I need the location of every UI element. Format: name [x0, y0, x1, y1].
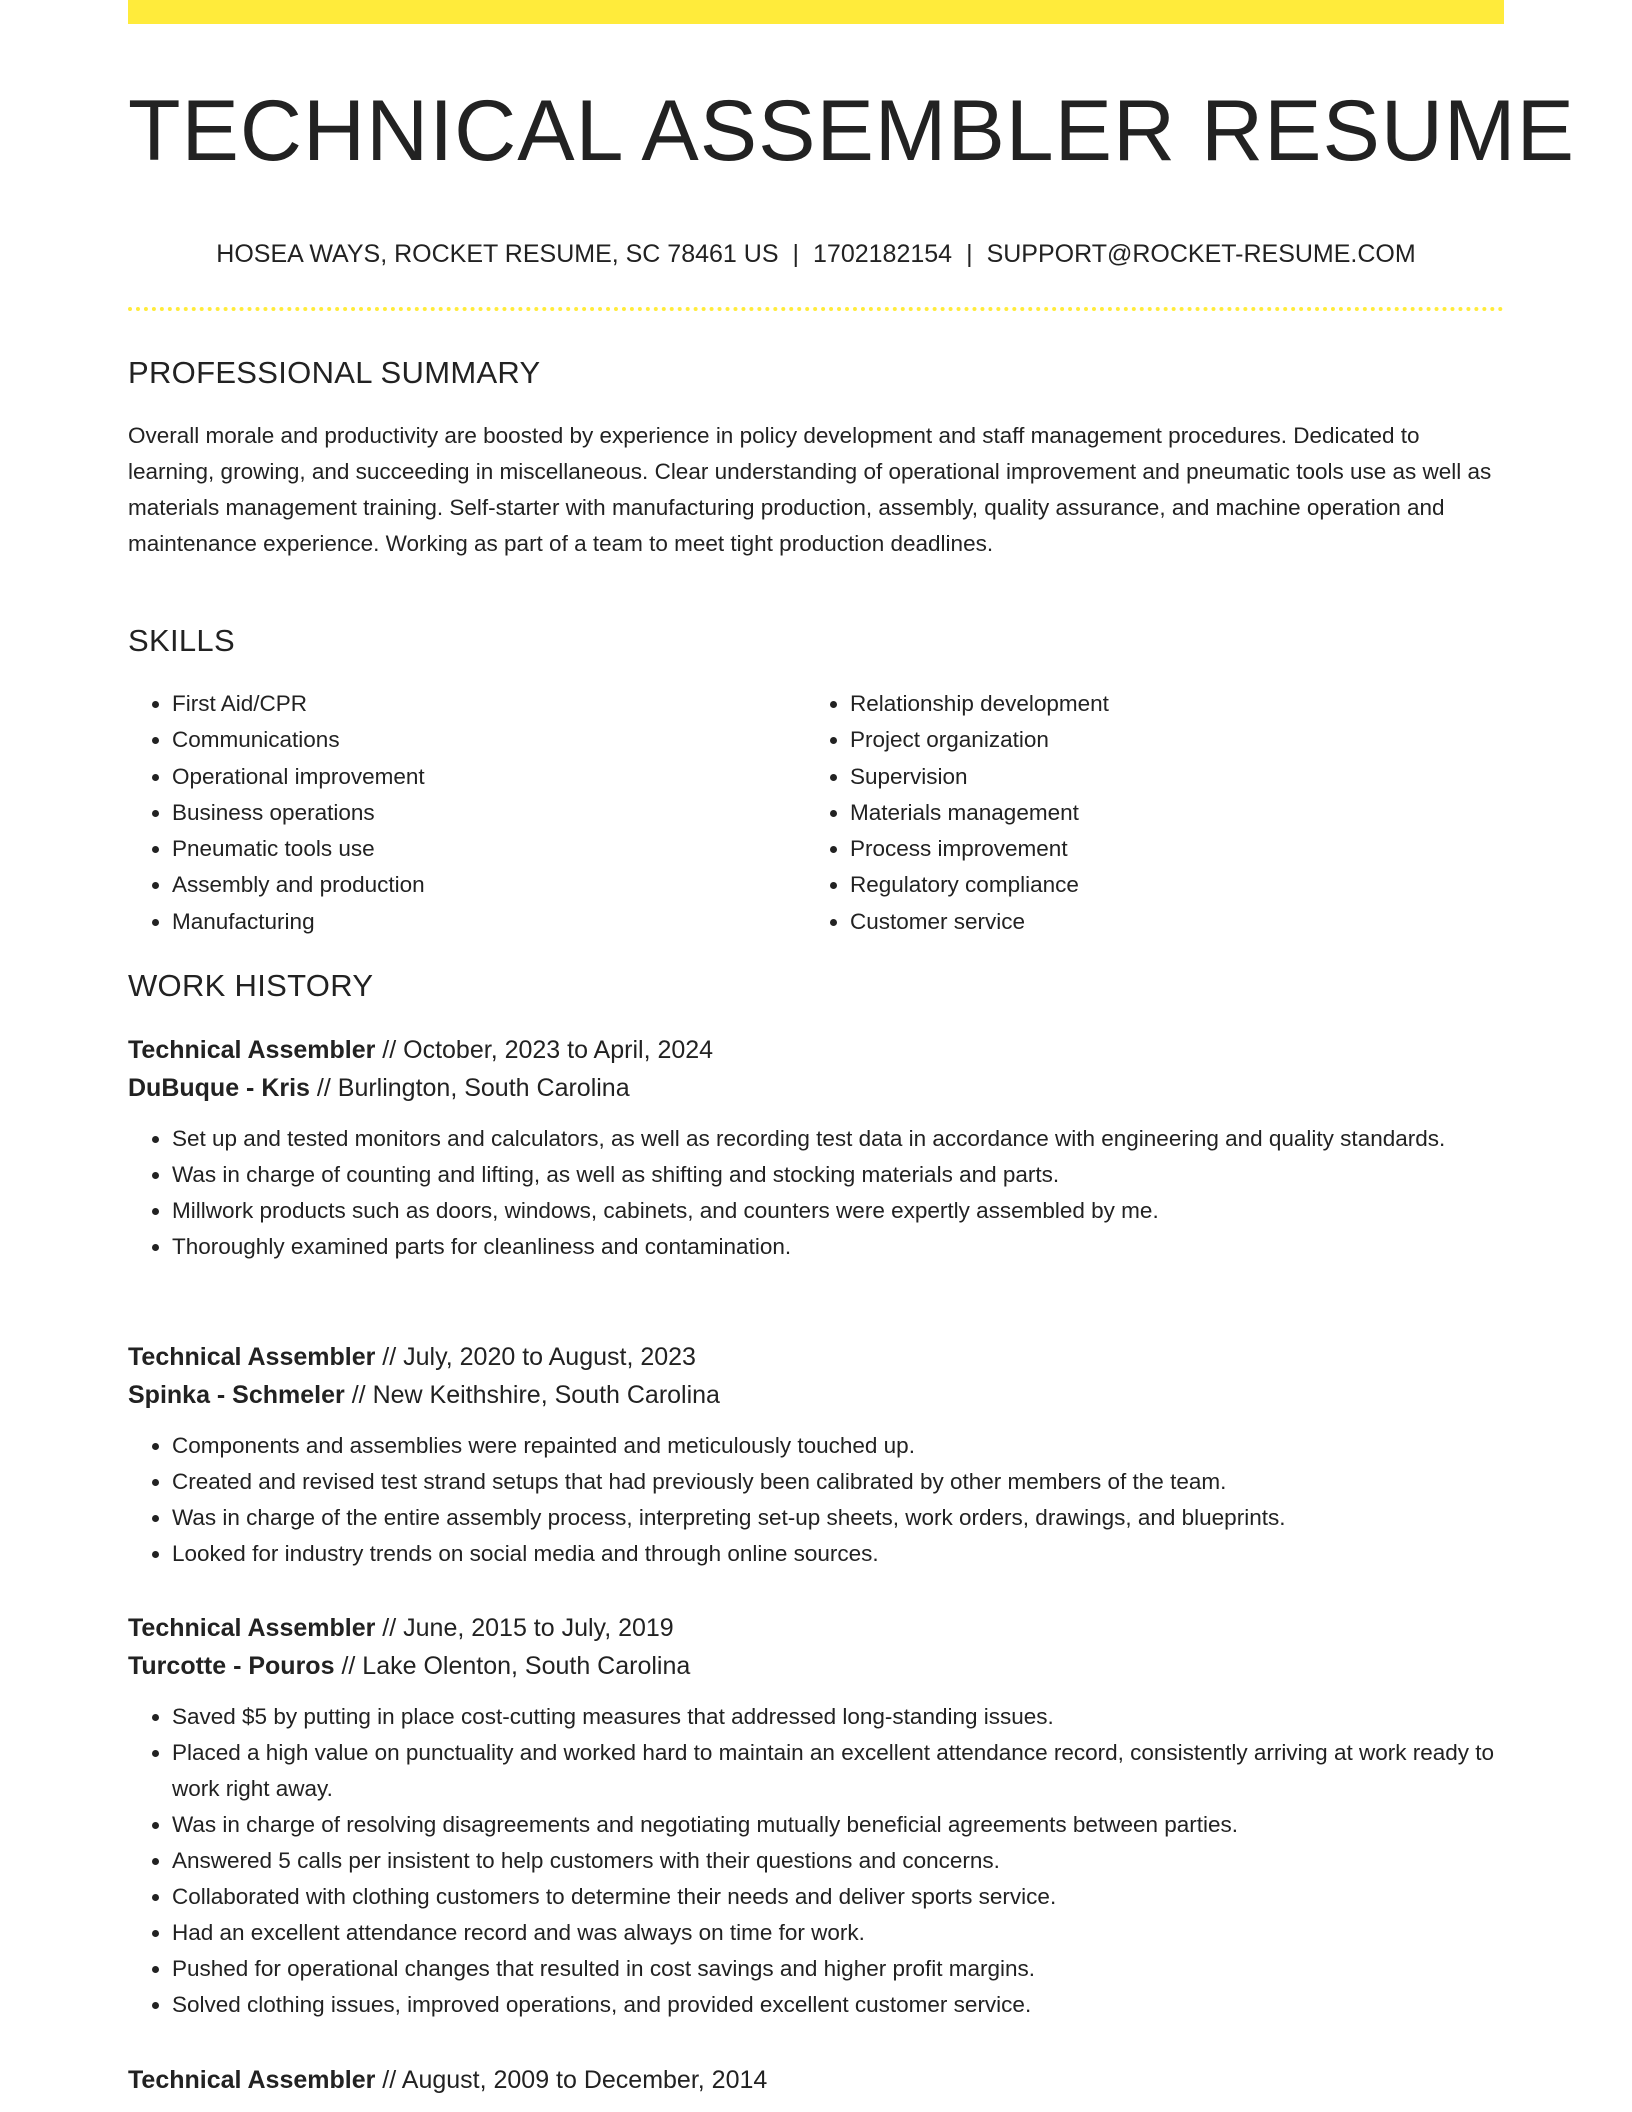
job-company-line: [128, 1376, 1504, 1414]
job-location: Lake Olenton, South Carolina: [362, 1652, 691, 1680]
job-bullet: • Solved clothing issues, improved operations, and provided excellent customer service.: [172, 1987, 1504, 2023]
job-bullet: • Collaborated with clothing customers to determine their needs and deliver sports service.: [172, 1879, 1504, 1915]
job-title: Technical Assembler: [128, 1614, 376, 1642]
job-bullet: • Had an excellent attendance record and was always on time for work.: [172, 1915, 1504, 1951]
job-bullet: • Components and assemblies were repainted and meticulously touched up.: [172, 1428, 1504, 1464]
job-bullets: [128, 1428, 1504, 1572]
skill-item: • Business operations: [172, 795, 812, 831]
job-bullet: • Was in charge of the entire assembly process, interpreting set-up sheets, work orders, drawings, and blueprints.: [172, 1500, 1504, 1536]
job-dates: August, 2009 to December, 2014: [401, 2066, 768, 2094]
skills-column-right: [806, 686, 1490, 940]
separator: //: [316, 1074, 331, 1102]
job-bullet: • Was in charge of resolving disagreements and negotiating mutually beneficial agreements between parties.: [172, 1807, 1504, 1843]
separator: //: [351, 1381, 366, 1409]
separator: //: [382, 2066, 397, 2094]
skills-heading: SKILLS: [128, 623, 235, 658]
summary-text: Overall morale and productivity are boosted by experience in policy development and staff management procedures. Dedicated to learning, growing, and succeeding in miscellaneous. Clear understanding of operational improvement and pneumatic tools use as well as materials management training. Self-starter with manufacturing production, assembly, quality assurance, and machine operation and maintenance experience. Working as part of a team to meet tight production deadlines.: [128, 423, 1492, 556]
job-title-line: [128, 1031, 1504, 1069]
job-title: Technical Assembler: [128, 1036, 376, 1064]
job-bullet: • Thoroughly examined parts for cleanliness and contamination.: [172, 1229, 1504, 1265]
skill-item: • Project organization: [850, 722, 1490, 758]
job-dates: October, 2023 to April, 2024: [403, 1036, 714, 1064]
separator: //: [382, 1036, 397, 1064]
skill-item: • Supervision: [850, 759, 1490, 795]
job-company-line: [128, 1069, 1504, 1107]
dotted-divider: [128, 307, 1504, 311]
skill-item: • Materials management: [850, 795, 1490, 831]
job-title-line: [128, 1338, 1504, 1376]
job-location: Burlington, South Carolina: [337, 1074, 630, 1102]
job-title-line: [128, 1609, 1504, 1647]
accent-top-bar: [128, 0, 1504, 24]
job-company: DuBuque - Kris: [128, 1074, 310, 1102]
skill-item: • First Aid/CPR: [172, 686, 812, 722]
job-dates: June, 2015 to July, 2019: [403, 1614, 674, 1642]
skill-item: • Manufacturing: [172, 904, 812, 940]
skill-item: • Operational improvement: [172, 759, 812, 795]
skill-item: • Process improvement: [850, 831, 1490, 867]
contact-phone: 1702182154: [813, 240, 953, 268]
skill-item: • Regulatory compliance: [850, 867, 1490, 903]
job-title: Technical Assembler: [128, 2066, 376, 2094]
contact-email: SUPPORT@ROCKET-RESUME.COM: [986, 240, 1416, 268]
resume-title: TECHNICAL ASSEMBLER RESUME: [128, 83, 1575, 179]
skill-item: • Communications: [172, 722, 812, 758]
job-bullet: • Pushed for operational changes that resulted in cost savings and higher profit margins.: [172, 1951, 1504, 1987]
job-entry: [128, 1338, 1504, 1572]
separator: //: [341, 1652, 356, 1680]
job-bullet: • Saved $5 by putting in place cost-cutting measures that addressed long-standing issues.: [172, 1699, 1504, 1735]
separator: //: [382, 1614, 397, 1642]
job-location: New Keithshire, South Carolina: [372, 1381, 720, 1409]
skill-item: • Pneumatic tools use: [172, 831, 812, 867]
job-bullet: • Created and revised test strand setups that had previously been calibrated by other members of the team.: [172, 1464, 1504, 1500]
job-bullets: [128, 1121, 1504, 1265]
contact-line: [128, 236, 1504, 272]
contact-address: HOSEA WAYS, ROCKET RESUME, SC 78461 US: [216, 240, 779, 268]
skill-item: • Relationship development: [850, 686, 1490, 722]
job-bullet: • Looked for industry trends on social media and through online sources.: [172, 1536, 1504, 1572]
job-dates: July, 2020 to August, 2023: [403, 1343, 696, 1371]
summary-heading: PROFESSIONAL SUMMARY: [128, 355, 541, 390]
job-title: Technical Assembler: [128, 1343, 376, 1371]
contact-separator: |: [792, 240, 800, 268]
job-bullet: • Set up and tested monitors and calculators, as well as recording test data in accordance with engineering and quality standards.: [172, 1121, 1504, 1157]
job-title-line: [128, 2061, 1504, 2099]
skill-item: • Customer service: [850, 904, 1490, 940]
skills-column-left: [128, 686, 812, 940]
contact-separator: |: [966, 240, 973, 268]
skill-item: • Assembly and production: [172, 867, 812, 903]
job-bullet: • Answered 5 calls per insistent to help customers with their questions and concerns.: [172, 1843, 1504, 1879]
job-bullet: • Millwork products such as doors, windows, cabinets, and counters were expertly assembled by me.: [172, 1193, 1504, 1229]
job-bullet: • Placed a high value on punctuality and worked hard to maintain an excellent attendance record, consistently arriving at work ready to work right away.: [172, 1735, 1504, 1807]
job-bullet: • Was in charge of counting and lifting, as well as shifting and stocking materials and parts.: [172, 1157, 1504, 1193]
job-entry: [128, 2061, 1504, 2099]
job-entry: [128, 1609, 1504, 2023]
job-entry: [128, 1031, 1504, 1265]
job-company-line: [128, 1647, 1504, 1685]
job-company: Spinka - Schmeler: [128, 1381, 345, 1409]
work-history-heading: WORK HISTORY: [128, 968, 374, 1003]
job-bullets: [128, 1699, 1504, 2023]
separator: //: [382, 1343, 397, 1371]
job-company: Turcotte - Pouros: [128, 1652, 335, 1680]
